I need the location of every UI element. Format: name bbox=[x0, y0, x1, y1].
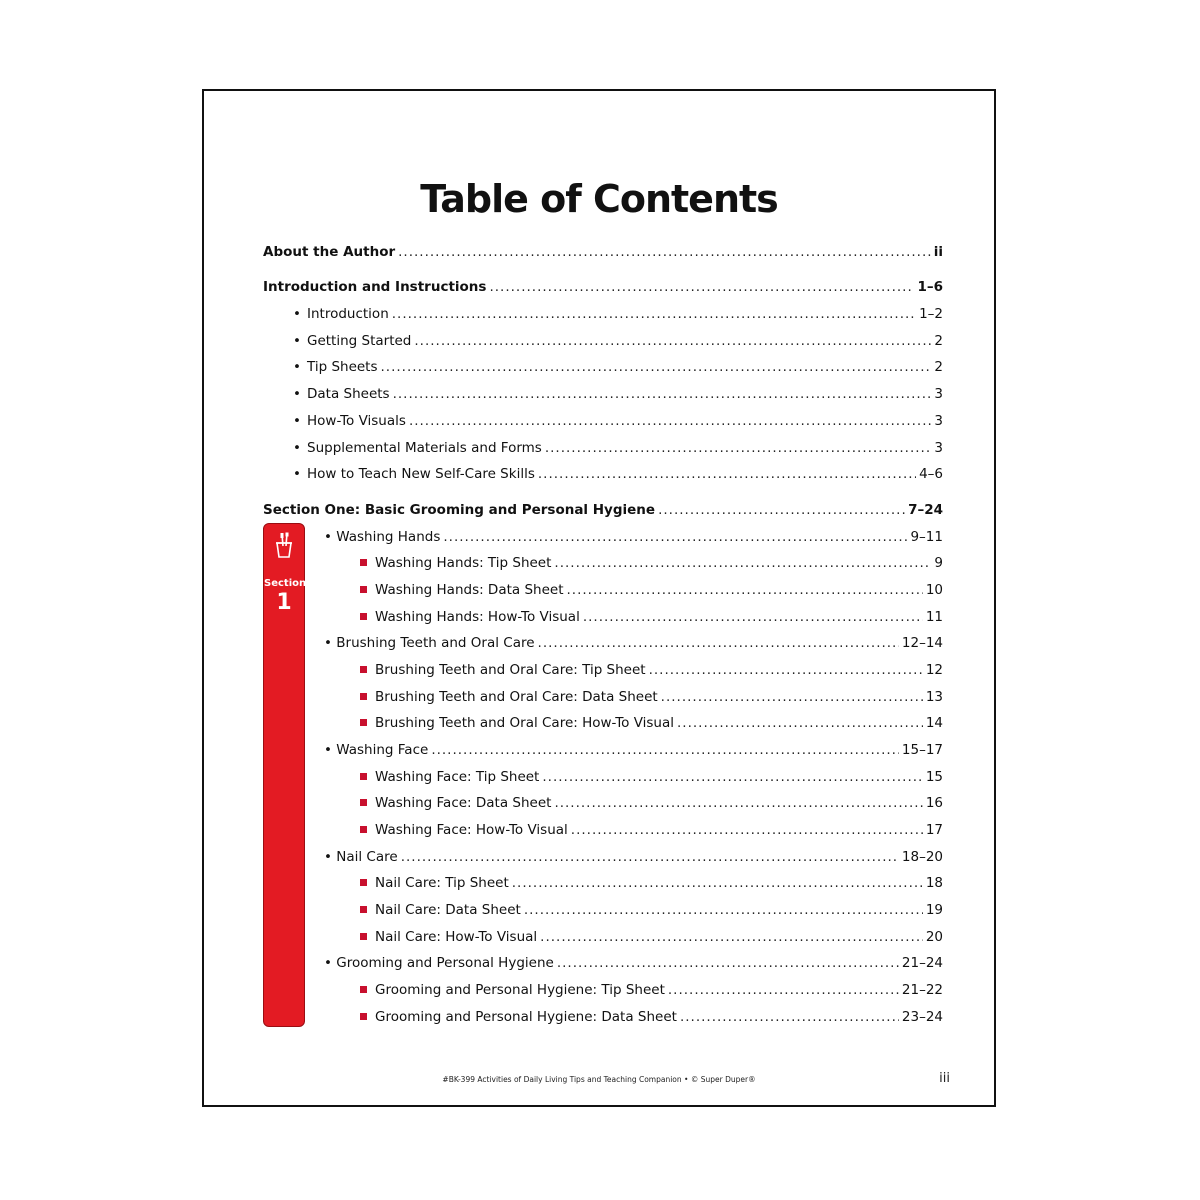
toc-entry-how-to-teach: • How to Teach New Self-Care Skills ..... 4–6 bbox=[293, 465, 943, 483]
section-tab-number: 1 bbox=[276, 590, 292, 615]
square-bullet bbox=[360, 986, 367, 993]
toc-entry-washing-hands-visual: Washing Hands: How-To Visual ..... 11 bbox=[360, 608, 943, 626]
toc-entry-grooming: • Grooming and Personal Hygiene ..... 21–24 bbox=[324, 954, 943, 972]
toc-entry-nail-care-tip: Nail Care: Tip Sheet ..... 18 bbox=[360, 874, 943, 892]
table-of-contents bbox=[204, 91, 994, 1105]
toc-entry-data-sheets: • Data Sheets ..... 3 bbox=[293, 385, 943, 403]
square-bullet bbox=[360, 826, 367, 833]
section-tab-word: Section bbox=[264, 578, 307, 589]
toc-entry-grooming-data: Grooming and Personal Hygiene: Data Sheet ..... 23–24 bbox=[360, 1008, 943, 1026]
section-tab bbox=[263, 523, 305, 1027]
toc-entry-nail-care-visual: Nail Care: How-To Visual ..... 20 bbox=[360, 928, 943, 946]
square-bullet bbox=[360, 586, 367, 593]
toc-entry-washing-face: • Washing Face ..... 15–17 bbox=[324, 741, 943, 759]
toc-entry-brushing: • Brushing Teeth and Oral Care ..... 12–14 bbox=[324, 634, 943, 652]
square-bullet bbox=[360, 773, 367, 780]
toc-entry-intro: Introduction and Instructions ..... 1–6 bbox=[263, 278, 943, 296]
square-bullet bbox=[360, 666, 367, 673]
toc-entry-brushing-tip: Brushing Teeth and Oral Care: Tip Sheet ..... 12 bbox=[360, 661, 943, 679]
toc-entry-brushing-data: Brushing Teeth and Oral Care: Data Sheet ..... 13 bbox=[360, 688, 943, 706]
page-number: iii bbox=[939, 1071, 950, 1086]
toc-entry-how-to-visuals: • How-To Visuals ..... 3 bbox=[293, 412, 943, 430]
toc-entry-washing-hands-data: Washing Hands: Data Sheet ..... 10 bbox=[360, 581, 943, 599]
toc-entry-getting-started: • Getting Started ..... 2 bbox=[293, 332, 943, 350]
toc-entry-washing-hands: • Washing Hands ..... 9–11 bbox=[324, 528, 943, 546]
page-footer: #BK-399 Activities of Daily Living Tips and Teaching Companion • © Super Duper® bbox=[442, 1075, 756, 1084]
toc-entry-washing-face-visual: Washing Face: How-To Visual ..... 17 bbox=[360, 821, 943, 839]
toc-entry-brushing-visual: Brushing Teeth and Oral Care: How-To Visual ..... 14 bbox=[360, 714, 943, 732]
toothbrush-cup-icon bbox=[274, 532, 294, 558]
toc-entry-washing-face-tip: Washing Face: Tip Sheet ..... 15 bbox=[360, 768, 943, 786]
square-bullet bbox=[360, 559, 367, 566]
toc-entry-introduction: • Introduction ..... 1–2 bbox=[293, 305, 943, 323]
toc-entry-supplemental: • Supplemental Materials and Forms ..... 3 bbox=[293, 439, 943, 457]
square-bullet bbox=[360, 933, 367, 940]
toc-entry-washing-face-data: Washing Face: Data Sheet ..... 16 bbox=[360, 794, 943, 812]
toc-entry-tip-sheets: • Tip Sheets ..... 2 bbox=[293, 358, 943, 376]
toc-entry-about: About the Author ..... ii bbox=[263, 243, 943, 261]
document-page bbox=[202, 89, 996, 1107]
square-bullet bbox=[360, 719, 367, 726]
toc-entry-section-one: Section One: Basic Grooming and Personal Hygiene ..... 7–24 bbox=[263, 501, 943, 519]
toc-entry-nail-care: • Nail Care ..... 18–20 bbox=[324, 848, 943, 866]
toc-entry-nail-care-data: Nail Care: Data Sheet ..... 19 bbox=[360, 901, 943, 919]
square-bullet bbox=[360, 879, 367, 886]
square-bullet bbox=[360, 693, 367, 700]
page-title: Table of Contents bbox=[420, 177, 778, 221]
square-bullet bbox=[360, 906, 367, 913]
square-bullet bbox=[360, 799, 367, 806]
square-bullet bbox=[360, 613, 367, 620]
toc-entry-washing-hands-tip: Washing Hands: Tip Sheet ..... 9 bbox=[360, 554, 943, 572]
square-bullet bbox=[360, 1013, 367, 1020]
toc-entry-grooming-tip: Grooming and Personal Hygiene: Tip Sheet ..... 21–22 bbox=[360, 981, 943, 999]
